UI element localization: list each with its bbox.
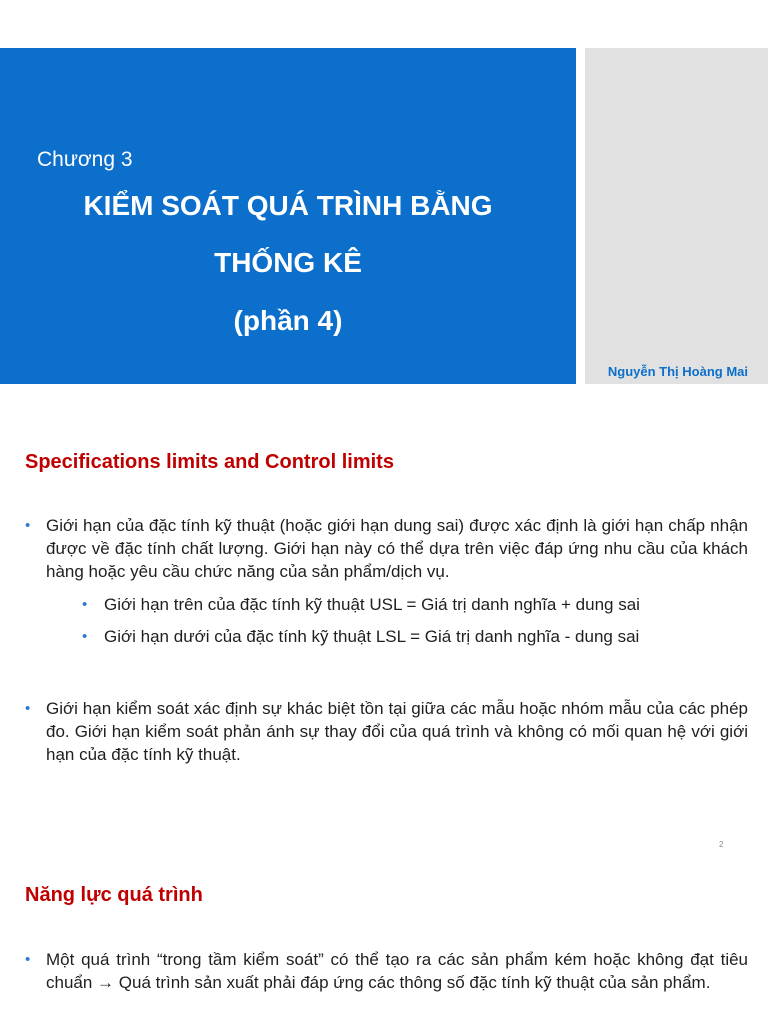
sub-bullet-item [82,625,748,648]
sub-bullet-text: Giới hạn trên của đặc tính kỹ thuật USL = Giá trị danh nghĩa + dung sai [104,595,640,614]
sub-bullet-item [82,593,748,616]
bullet-text: Giới hạn của đặc tính kỹ thuật (hoặc giới hạn dung sai) được xác định là giới hạn chấp nhận được về đặc tính chất lượng. Giới hạn này có thể dựa trên việc đáp ứng nhu cầu của khách hàng hoặc yêu cầu chức năng của sản phẩm/dịch vụ. [46,516,748,581]
slide-title-line-2: THỐNG KÊ [214,247,362,278]
bullet-icon: • [82,628,88,645]
side-panel [585,48,768,384]
bullet-text: Giới hạn kiểm soát xác định sự khác biệt tồn tại giữa các mẫu hoặc nhóm mẫu của các phép đo. Giới hạn kiểm soát phản ánh sự thay đổi của quá trình và không có mối quan hệ với giới hạn của đặc tính kỹ thuật. [46,699,748,764]
title-slide [0,48,768,384]
bullet-icon: • [25,517,31,534]
author-name: Nguyễn Thị Hoàng Mai [607,364,748,379]
bullet-item [25,514,748,583]
bullet-icon: • [25,951,31,968]
slide-title-line-3: (phần 4) [233,305,343,336]
title-panel [0,48,576,384]
content-slide [0,384,768,864]
bullet-icon: • [82,596,88,613]
next-slide [0,864,768,1024]
slide-title-line-1: KIỂM SOÁT QUÁ TRÌNH BẰNG [83,190,493,221]
bullet-item [25,948,748,994]
page-number: 2 [719,840,724,849]
section-heading: Specifications limits and Control limits [25,451,394,473]
section-heading: Năng lực quá trình [25,884,203,906]
sub-bullet-text: Giới hạn dưới của đặc tính kỹ thuật LSL = Giá trị danh nghĩa - dung sai [104,627,640,646]
chapter-label: Chương 3 [37,148,133,171]
bullet-text: Một quá trình “trong tầm kiểm soát” có thể tạo ra các sản phẩm kém hoặc không đạt tiêu chuẩn → Quá trình sản xuất phải đáp ứng các thông số đặc tính kỹ thuật của sản phẩm. [46,950,748,992]
bullet-item [25,697,748,766]
bullet-icon: • [25,700,31,717]
